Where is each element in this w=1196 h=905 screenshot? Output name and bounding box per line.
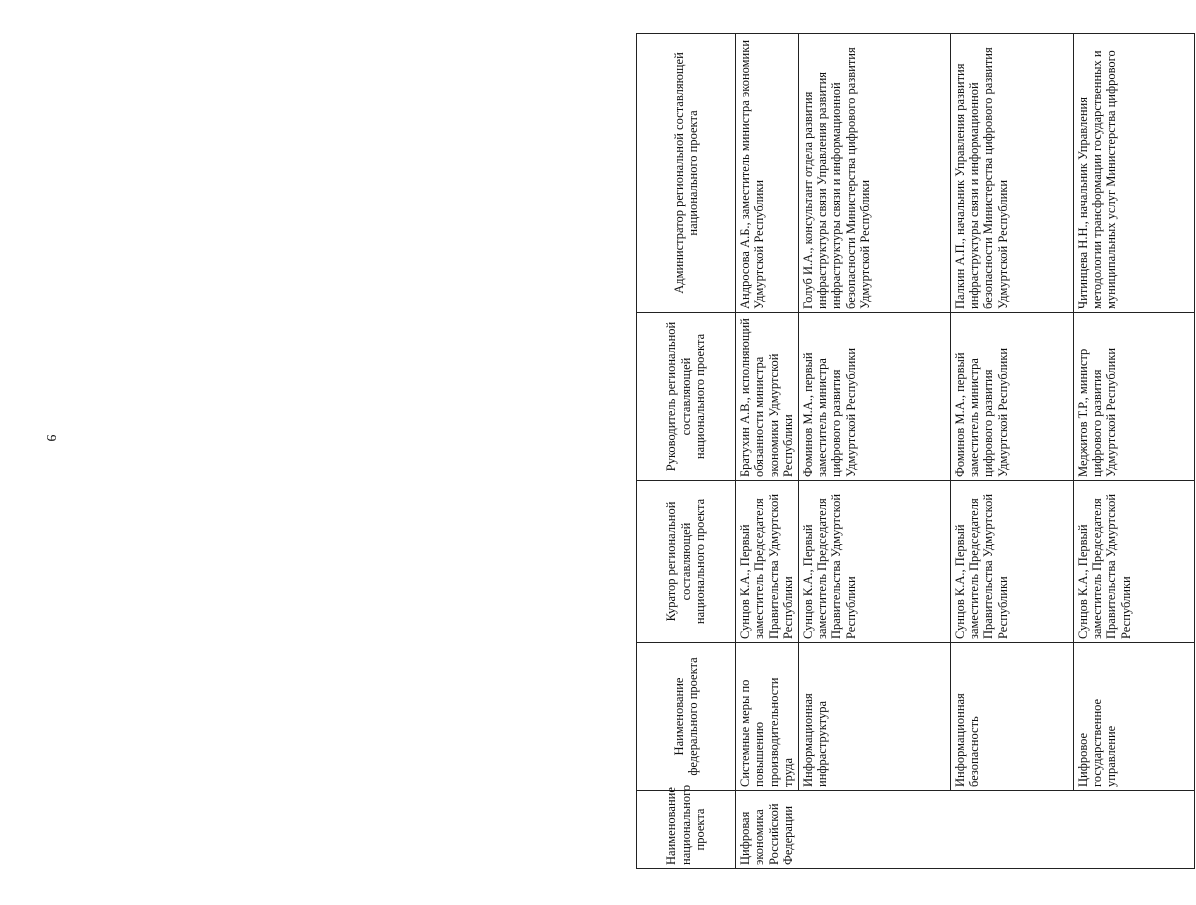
page-number: 9 bbox=[43, 434, 58, 442]
leader-cell: Меджитов Т.Р., министр цифрового развития Удмуртской Республики bbox=[1073, 313, 1194, 481]
curator-cell: Сунцов К.А., Первый заместитель Председателя Правительства Удмуртской Республики bbox=[798, 481, 950, 643]
header-federal-project: Наименование федерального проекта bbox=[637, 643, 736, 791]
administrator-cell: Палкин А.П., начальник Управления развития инфраструктуры связи и информационной безопасности Министерства цифрового развития Удмуртской Республики bbox=[950, 34, 1073, 313]
curator-cell: Сунцов К.А., Первый заместитель Председателя Правительства Удмуртской Республики bbox=[1073, 481, 1194, 643]
administrator-cell: Голуб И.А., консультант отдела развития инфраструктуры связи Управления развития инфраструктуры связи и информационной безопасности Министерства цифрового развития Удмуртской Республики bbox=[798, 34, 950, 313]
federal-project-cell: Информационная инфраструктура bbox=[798, 643, 950, 791]
curator-cell: Сунцов К.А., Первый заместитель Председателя Правительства Удмуртской Республики bbox=[950, 481, 1073, 643]
table-row bbox=[1073, 34, 1194, 869]
leader-cell: Фоминов М.А., первый заместитель министра цифрового развития Удмуртской Республики bbox=[798, 313, 950, 481]
table-row bbox=[736, 34, 799, 869]
federal-project-cell: Цифровое государственное управление bbox=[1073, 643, 1194, 791]
header-leader: Руководитель региональной составляющей национального проекта bbox=[637, 313, 736, 481]
header-administrator: Администратор региональной составляющей национального проекта bbox=[637, 34, 736, 313]
curator-cell: Сунцов К.А., Первый заместитель Председателя Правительства Удмуртской Республики bbox=[736, 481, 799, 643]
federal-project-cell: Информационная безопасность bbox=[950, 643, 1073, 791]
projects-table bbox=[636, 33, 1195, 869]
header-curator: Куратор региональной составляющей национального проекта bbox=[637, 481, 736, 643]
national-project-cell: Цифровая экономика Российской Федерации bbox=[736, 791, 1195, 869]
administrator-cell: Читинцева Н.Н., начальник Управления методологии трансформации государственных и муниципальных услуг Министерства цифрового bbox=[1073, 34, 1194, 313]
leader-cell: Братухин А.В., исполняющий обязанности министра экономики Удмуртской Республики bbox=[736, 313, 799, 481]
header-national-project: Наименование национального проекта bbox=[637, 791, 736, 869]
rotated-table-container bbox=[636, 34, 1196, 869]
administrator-cell: Андросова А.Б., заместитель министра экономики Удмуртской Республики bbox=[736, 34, 799, 313]
federal-project-cell: Системные меры по повышению производительности труда bbox=[736, 643, 799, 791]
leader-cell: Фоминов М.А., первый заместитель министра цифрового развития Удмуртской Республики bbox=[950, 313, 1073, 481]
table-row bbox=[950, 34, 1073, 869]
table-header-row bbox=[637, 34, 736, 869]
table-row bbox=[798, 34, 950, 869]
